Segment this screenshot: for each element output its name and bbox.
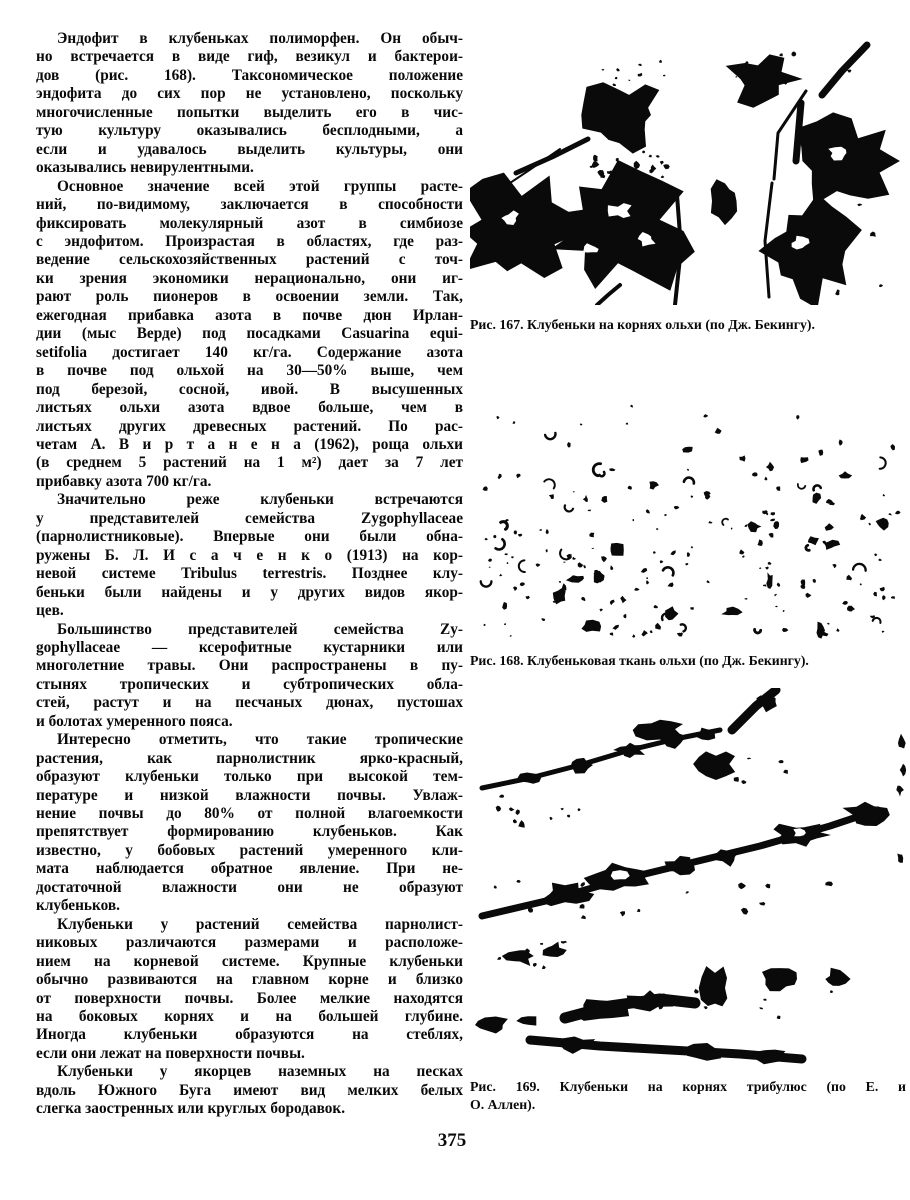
text-line: листьях ольхи азота вдвое больше, чем в <box>36 399 463 417</box>
text-line: известно, у бобовых растений умеренного кли- <box>36 841 463 859</box>
figure-167-photo-nodules-on-alder-roots <box>470 33 906 305</box>
figure-167 <box>470 33 906 334</box>
paragraph <box>36 491 463 620</box>
text-line: setifolia достигает 140 кг/га. Содержание азота <box>36 343 463 361</box>
text-line: ки зрения экономики нерационально, они иг- <box>36 269 463 287</box>
figure-168-photo-nodule-tissue-of-alder <box>470 372 906 644</box>
figure-167-caption <box>470 316 906 334</box>
figure-168 <box>470 372 906 670</box>
text-line: тую культуру оказывались бесплодными, а <box>36 122 463 140</box>
text-line: от поверхности почвы. Более мелкие находятся <box>36 989 463 1007</box>
text-line: стынях тропических и субтропических обла- <box>36 675 463 693</box>
text-line: Рис. 168. Клубеньковая ткань ольхи (по Дж. Бекингу). <box>470 653 809 668</box>
paragraph <box>36 621 463 732</box>
text-line: Иногда клубеньки образуются на стеблях, <box>36 1026 463 1044</box>
text-line: оказывались невирулентными. <box>36 159 254 177</box>
text-line: на боковых корнях и на большей глубине. <box>36 1008 463 1026</box>
text-line: эндофита до сих пор не установлено, поскольку <box>36 85 463 103</box>
figure-169-photo-nodules-on-tribulus-roots <box>470 688 906 1072</box>
text-line: под березой, сосной, ивой. В высушенных <box>36 380 463 398</box>
text-line: Большинство представителей семейства Zy- <box>57 620 463 638</box>
paragraph <box>36 731 463 916</box>
text-line: О. Аллен). <box>470 1096 536 1112</box>
text-line: у представителей семейства Zygophyllaceae <box>36 509 463 527</box>
text-line: цев. <box>36 602 64 620</box>
text-line: ружены Б. Л. И с а ч е н к о (1913) на кор- <box>36 546 463 564</box>
article-text <box>36 30 463 1119</box>
text-line: дии (мыс Верде) под посадками Casuarina equi- <box>36 325 463 343</box>
text-line: с эндофитом. Произрастая в областях, где раз- <box>36 232 463 250</box>
text-line: Клубеньки у растений семейства парнолист- <box>57 915 463 933</box>
text-line: фиксировать молекулярный азот в симбиозе <box>36 214 463 232</box>
text-line: никовых различаются размерами и расположе- <box>36 934 463 952</box>
text-line: Рис. 167. Клубеньки на корнях ольхи (по Дж. Бекингу). <box>470 317 815 332</box>
text-line: (парнолистниковые). Впервые они были обна- <box>36 528 463 546</box>
text-line: рают роль пионеров в освоении земли. Так, <box>36 288 463 306</box>
text-line: ведение сельскохозяйственных растений с точ- <box>36 251 463 269</box>
text-line: нием на корневой системе. Крупные клубеньки <box>36 952 463 970</box>
text-line: обычно развиваются на главном корне и близко <box>36 971 463 989</box>
text-line: в почве под ольхой на 30—50% выше, чем <box>36 362 463 380</box>
text-line: дов (рис. 168). Таксономическое положение <box>36 66 463 84</box>
text-line: пературе и низкой влажности почвы. Увлаж- <box>36 786 463 804</box>
text-line: растения, как парнолистник ярко-красный, <box>36 749 463 767</box>
text-line: (в среднем 5 растений на 1 м²) дает за 7 лет <box>36 454 463 472</box>
text-line: прибавку азота 700 кг/га. <box>36 472 212 490</box>
text-line: листьях других древесных растений. По рас- <box>36 417 463 435</box>
figure-169 <box>470 688 906 1113</box>
text-line: препятствует формированию клубеньков. Как <box>36 823 463 841</box>
text-line: многочисленные попытки выделить его в чис- <box>36 103 463 121</box>
text-line: если они лежат на поверхности почвы. <box>36 1044 305 1062</box>
figure-169-caption <box>470 1078 906 1113</box>
text-line: слегка заостренных или круглых бородавок. <box>36 1100 346 1118</box>
paragraph <box>36 916 463 1064</box>
text-line: мата наблюдается обратное явление. При не- <box>36 860 463 878</box>
text-line: Клубеньки у якорцев наземных на песках <box>57 1063 463 1081</box>
text-line: Эндофит в клубеньках полиморфен. Он обыч- <box>57 30 463 47</box>
text-line: Интересно отметить, что такие тропические <box>57 731 463 749</box>
text-line: многолетние травы. Они распространены в пу- <box>36 657 463 675</box>
text-line: Значительно реже клубеньки встречаются <box>57 491 463 509</box>
text-line: вдоль Южного Буга имеют вид мелких белых <box>36 1081 463 1099</box>
text-line: четам А. В и р т а н е н а (1962), роща ольхи <box>36 435 463 453</box>
text-line: если и удавалось выделить культуры, они <box>36 140 463 158</box>
text-line: стей, растут и на песчаных дюнах, пустошах <box>36 694 463 712</box>
figure-168-caption <box>470 652 906 670</box>
text-line: беньки были найдены и у других видов якор- <box>36 583 463 601</box>
text-line: Основное значение всей этой группы расте- <box>57 177 463 195</box>
text-line: достаточной влажности они не образуют <box>36 878 463 896</box>
paragraph <box>36 178 463 492</box>
text-line: и болотах умеренного пояса. <box>36 712 233 730</box>
page-number: 375 <box>437 1130 467 1151</box>
text-line: Рис. 169. Клубеньки на корнях трибулюс (по Е. и <box>470 1079 906 1094</box>
text-line: невой системе Tribulus terrestris. Позднее клу- <box>36 565 463 583</box>
text-line: ежегодная прибавка азота в почве дюн Ирлан- <box>36 306 463 324</box>
text-line: образуют клубеньки только при высокой тем- <box>36 768 463 786</box>
text-line: gophyllaceae — ксерофитные кустарники или <box>36 638 463 656</box>
text-line: но встречается в виде гиф, везикул и бактерои- <box>36 48 463 66</box>
text-line: нение почвы до 80% от полной влагоемкости <box>36 805 463 823</box>
text-line: клубеньков. <box>36 897 120 915</box>
text-line: ний, по-видимому, заключается в способности <box>36 196 463 214</box>
paragraph <box>36 1063 463 1118</box>
paragraph <box>36 30 463 178</box>
